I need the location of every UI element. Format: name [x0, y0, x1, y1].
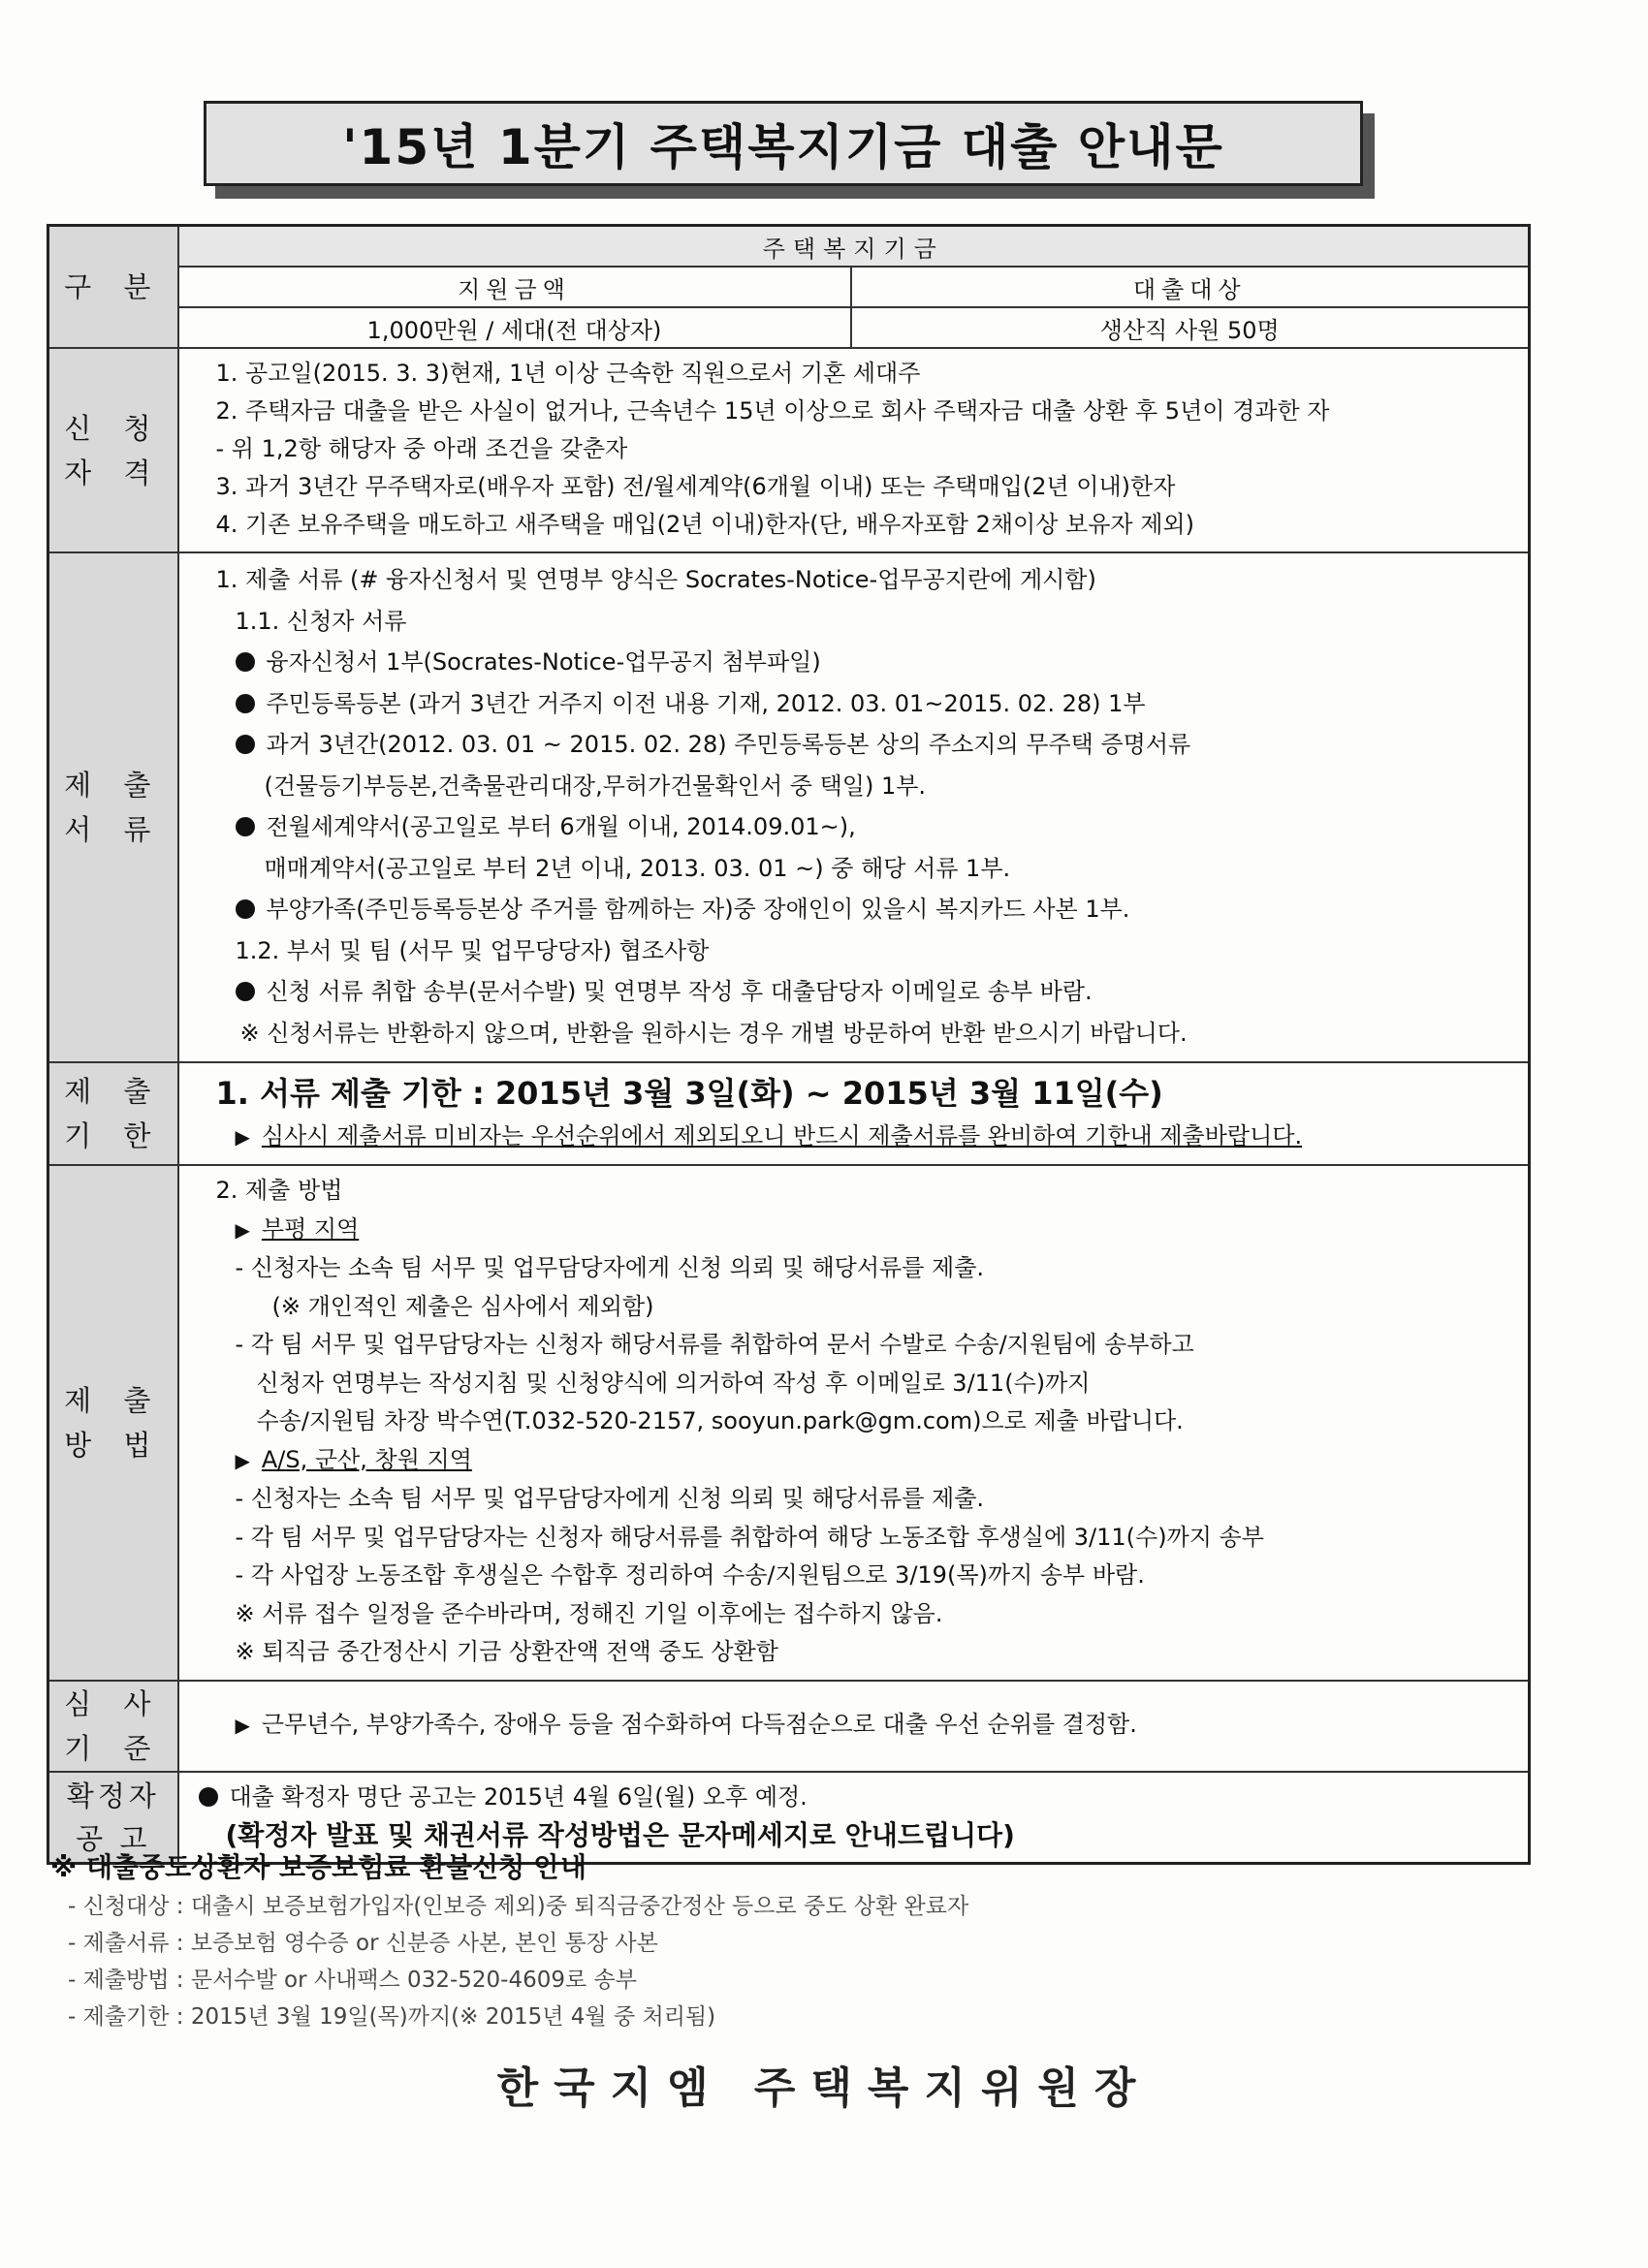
method-note: ※ 서류 접수 일정을 준수바라며, 정해진 기일 이후에는 접수하지 않음. — [235, 1599, 943, 1627]
refund-title: ※ 대출중도상환자 보증보험료 환불신청 안내 — [50, 1851, 587, 1883]
docs-head: 제 출 서 류 — [48, 552, 178, 1062]
bullet-icon — [236, 817, 255, 836]
amount-header: 지원금액 — [178, 267, 851, 307]
method-line: - 신청자는 소속 팀 서무 및 업무담당자에게 신청 의뢰 및 해당서류를 제출. — [235, 1485, 985, 1512]
method-intro: 2. 제출 방법 — [215, 1177, 343, 1204]
qualify-line: 4. 기존 보유주택을 매도하고 새주택을 매입(2년 이내)한자(단, 배우자포함 2채이상 보유자 제외) — [215, 511, 1194, 538]
deadline-warn: ▶ 심사시 제출서류 미비자는 우선순위에서 제외되오니 반드시 제출서류를 완비하여 기한내 제출바랍니다. — [235, 1122, 1303, 1150]
method-line: 수송/지원팀 차장 박수연(T.032-520-2157, sooyun.park@gm.com)으로 제출 바랍니다. — [256, 1407, 1184, 1434]
docs-sub1: 1.1. 신청자 서류 — [235, 607, 407, 635]
qualify-line: 3. 과거 3년간 무주택자로(배우자 포함) 전/월세계약(6개월 이내) 또는 주택매입(2년 이내)한자 — [215, 473, 1176, 500]
triangle-right-icon: ▶ — [235, 1125, 250, 1149]
target-header: 대출대상 — [851, 267, 1530, 307]
refund-item: - 제출기한 : 2015년 3월 19일(목)까지(※ 2015년 4월 중 처리됨) — [68, 2004, 716, 2030]
method-line: - 신청자는 소속 팀 서무 및 업무담당자에게 신청 의뢰 및 해당서류를 제출. — [235, 1254, 985, 1281]
docs-intro: 1. 제출 서류 (# 융자신청서 및 연명부 양식은 Socrates-Notice-업무공지란에 게시함) — [215, 566, 1096, 593]
docs-item: 융자신청서 1부(Socrates-Notice-업무공지 첨부파일) — [206, 642, 1529, 683]
review-head: 심 사 기 준 — [48, 1681, 178, 1772]
announce-line: 대출 확정자 명단 공고는 2015년 4월 6일(월) 오후 예정. — [199, 1779, 1529, 1816]
amount-value: 1,000만원 / 세대(전 대상자) — [178, 307, 851, 348]
gubun-head: 구 분 — [48, 226, 178, 349]
method-note: ※ 퇴직금 중간정산시 기금 상환잔액 전액 중도 상환함 — [235, 1638, 778, 1665]
docs-item: 과거 3년간(2012. 03. 01 ~ 2015. 02. 28) 주민등록등본 상의 주소지의 무주택 증명서류 — [206, 724, 1529, 766]
triangle-right-icon: ▶ — [235, 1448, 250, 1472]
announce-line: (확정자 발표 및 채권서류 작성방법은 문자메세지로 안내드립니다) — [225, 1818, 1015, 1851]
method-body — [178, 1165, 1530, 1681]
page-title: '15년 1분기 주택복지기금 대출 안내문 — [342, 119, 1224, 175]
method-line: - 각 팀 서무 및 업무담당자는 신청자 해당서류를 취합하여 문서 수발로 수송/지원팀에 송부하고 — [235, 1331, 1194, 1358]
area-title: ▶ A/S, 군산, 창원 지역 — [235, 1445, 472, 1473]
refund-item: - 제출서류 : 보증보험 영수증 or 신분증 사본, 본인 통장 사본 — [68, 1931, 658, 1956]
method-line: - 각 사업장 노동조합 후생실은 수합후 정리하여 수송/지원팀으로 3/19(목)까지 송부 바람. — [235, 1561, 1145, 1589]
signature-footer: 한국지엠 주택복지위원장 — [496, 2063, 1152, 2113]
bullet-icon — [236, 652, 255, 672]
docs-item-cont: 매매계약서(공고일로 부터 2년 이내, 2013. 03. 01 ~) 중 해당 서류 1부. — [264, 854, 1011, 882]
qualify-line: - 위 1,2항 해당자 중 아래 조건을 갖춘자 — [215, 435, 628, 462]
qualify-body — [178, 348, 1530, 552]
docs-item: 전월세계약서(공고일로 부터 6개월 이내, 2014.09.01~), — [206, 806, 1529, 848]
deadline-main: 1. 서류 제출 기한 : 2015년 3월 3일(화) ~ 2015년 3월 11일(수) — [215, 1075, 1163, 1112]
docs-body — [178, 552, 1530, 1062]
method-head: 제 출 방 법 — [48, 1165, 178, 1681]
refund-item: - 제출방법 : 문서수발 or 사내팩스 032-520-4609로 송부 — [68, 1968, 637, 1993]
bullet-icon — [236, 735, 255, 754]
method-line: (※ 개인적인 제출은 심사에서 제외함) — [271, 1292, 654, 1320]
triangle-right-icon: ▶ — [235, 1713, 250, 1737]
triangle-right-icon: ▶ — [235, 1217, 250, 1242]
notice-table — [47, 224, 1531, 1865]
qualify-line: 1. 공고일(2015. 3. 3)현재, 1년 이상 근속한 직원으로서 기혼 세대주 — [215, 360, 921, 387]
deadline-body — [178, 1062, 1530, 1165]
bullet-icon — [236, 982, 255, 1001]
qualify-head: 신 청 자 격 — [48, 348, 178, 552]
method-line: - 각 팀 서무 및 업무담당자는 신청자 해당서류를 취합하여 해당 노동조합 후생실에 3/11(수)까지 송부 — [235, 1523, 1264, 1551]
fund-header: 주택복지기금 — [178, 226, 1530, 268]
announce-head: 확정자 공 고 — [48, 1772, 178, 1864]
title-box — [204, 101, 1363, 186]
docs-item: 부양가족(주민등록등본상 주거를 함께하는 자)중 장애인이 있을시 복지카드 사본 1부. — [206, 889, 1529, 930]
review-body — [178, 1681, 1530, 1772]
docs-sub2: 1.2. 부서 및 팀 (서무 및 업무당당자) 협조사항 — [235, 936, 710, 964]
docs-note: ※ 신청서류는 반환하지 않으며, 반환을 원하시는 경우 개별 방문하여 반환 받으시기 바랍니다. — [239, 1019, 1188, 1047]
bullet-icon — [199, 1787, 218, 1807]
target-value: 생산직 사원 50명 — [851, 307, 1530, 348]
refund-item: - 신청대상 : 대출시 보증보험가입자(인보증 제외)중 퇴직금중간정산 등으로 중도 상환 완료자 — [68, 1894, 969, 1919]
docs-item: 주민등록등본 (과거 3년간 거주지 이전 내용 기재, 2012. 03. 01~2015. 02. 28) 1부 — [206, 683, 1529, 725]
area-title: ▶ 부평 지역 — [235, 1214, 360, 1243]
refund-notice — [50, 1847, 1505, 2035]
bullet-icon — [236, 899, 255, 919]
docs-item: 신청 서류 취합 송부(문서수발) 및 연명부 작성 후 대출담당자 이메일로 송부 바람. — [206, 971, 1529, 1013]
method-line: 신청자 연명부는 작성지침 및 신청양식에 의거하여 작성 후 이메일로 3/11(수)까지 — [256, 1369, 1091, 1397]
docs-item-cont: (건물등기부등본,건축물관리대장,무허가건물확인서 중 택일) 1부. — [264, 772, 927, 800]
qualify-line: 2. 주택자금 대출을 받은 사실이 없거나, 근속년수 15년 이상으로 회사 주택자금 대출 상환 후 5년이 경과한 자 — [215, 397, 1330, 425]
deadline-head: 제 출 기 한 — [48, 1062, 178, 1165]
bullet-icon — [236, 694, 255, 713]
review-text: ▶ 근무년수, 부양가족수, 장애우 등을 점수화하여 다득점순으로 대출 우선 순위를 결정함. — [235, 1710, 1137, 1738]
